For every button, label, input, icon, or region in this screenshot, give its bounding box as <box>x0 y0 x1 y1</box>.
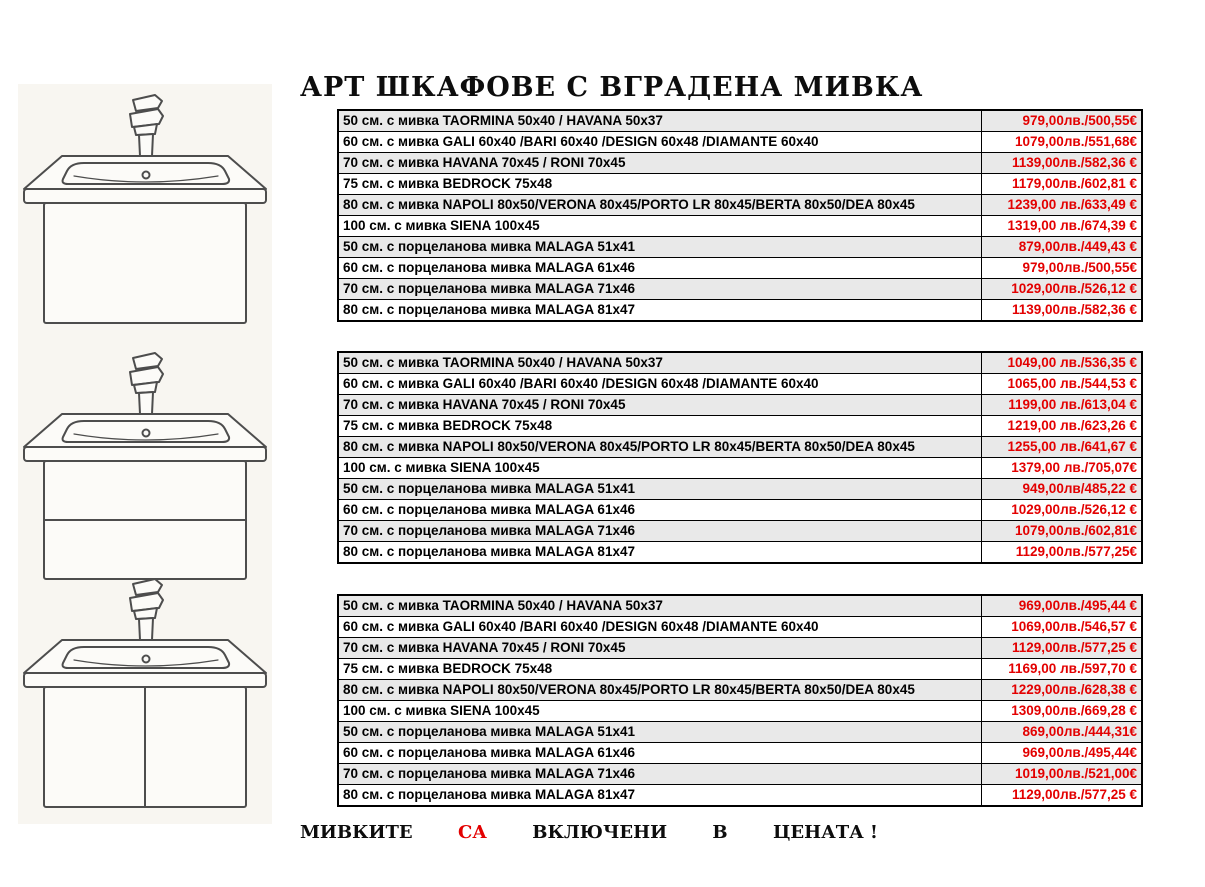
product-label: 50 см. с порцеланова мивка MALAGA 51x41 <box>338 722 982 743</box>
price-value: 1239,00 лв./633,49 € <box>982 195 1143 216</box>
price-value: 1139,00лв./582,36 € <box>982 300 1143 322</box>
table-row <box>338 595 1142 617</box>
price-value: 1129,00лв./577,25€ <box>982 542 1143 564</box>
table-row <box>338 722 1142 743</box>
vanity-two-drawers-icon <box>20 350 270 590</box>
product-label: 70 см. с порцеланова мивка MALAGA 71x46 <box>338 764 982 785</box>
table-row <box>338 785 1142 807</box>
table-row <box>338 132 1142 153</box>
product-label: 60 см. с мивка GALI 60x40 /BARI 60x40 /DESIGN 60x48 /DIAMANTE 60x40 <box>338 374 982 395</box>
footer-word: ЦЕНАТА ! <box>772 822 878 843</box>
table-row <box>338 374 1142 395</box>
footer-note <box>300 822 878 843</box>
product-label: 50 см. с мивка TAORMINA 50x40 / HAVANA 50x37 <box>338 595 982 617</box>
table-row <box>338 237 1142 258</box>
price-value: 1169,00 лв./597,70 € <box>982 659 1143 680</box>
table-row <box>338 416 1142 437</box>
product-label: 100 см. с мивка SIENA 100x45 <box>338 216 982 237</box>
table-row <box>338 300 1142 322</box>
price-value: 1049,00 лв./536,35 € <box>982 352 1143 374</box>
price-value: 1129,00лв./577,25 € <box>982 638 1143 659</box>
price-table-1 <box>337 109 1143 322</box>
table-row <box>338 258 1142 279</box>
price-value: 1199,00 лв./613,04 € <box>982 395 1143 416</box>
table-row <box>338 542 1142 564</box>
table-row <box>338 437 1142 458</box>
vanity-single-drawer-icon <box>20 92 270 332</box>
product-label: 80 см. с порцеланова мивка MALAGA 81x47 <box>338 300 982 322</box>
price-value: 1129,00лв./577,25 € <box>982 785 1143 807</box>
price-value: 1319,00 лв./674,39 € <box>982 216 1143 237</box>
table-row <box>338 680 1142 701</box>
price-table-2 <box>337 351 1143 564</box>
product-label: 50 см. с порцеланова мивка MALAGA 51x41 <box>338 479 982 500</box>
footer-word: В <box>712 822 728 843</box>
vanity-two-doors-icon <box>20 576 270 816</box>
price-value: 969,00лв./495,44€ <box>982 743 1143 764</box>
price-value: 1029,00лв./526,12 € <box>982 500 1143 521</box>
price-value: 979,00лв./500,55€ <box>982 258 1143 279</box>
product-label: 50 см. с мивка TAORMINA 50x40 / HAVANA 50x37 <box>338 352 982 374</box>
page-title: АРТ ШКАФОВЕ С ВГРАДЕНА МИВКА <box>300 72 924 103</box>
table-row <box>338 110 1142 132</box>
table-row <box>338 216 1142 237</box>
price-value: 969,00лв./495,44 € <box>982 595 1143 617</box>
price-value: 1179,00лв./602,81 € <box>982 174 1143 195</box>
product-label: 70 см. с порцеланова мивка MALAGA 71x46 <box>338 279 982 300</box>
product-label: 60 см. с порцеланова мивка MALAGA 61x46 <box>338 258 982 279</box>
table-row <box>338 659 1142 680</box>
table-row <box>338 395 1142 416</box>
price-value: 1229,00лв./628,38 € <box>982 680 1143 701</box>
footer-word: СА <box>457 822 487 843</box>
product-label: 60 см. с порцеланова мивка MALAGA 61x46 <box>338 500 982 521</box>
product-label: 60 см. с мивка GALI 60x40 /BARI 60x40 /DESIGN 60x48 /DIAMANTE 60x40 <box>338 132 982 153</box>
product-label: 100 см. с мивка SIENA 100x45 <box>338 701 982 722</box>
price-table-3 <box>337 594 1143 807</box>
product-label: 70 см. с мивка HAVANA 70x45 / RONI 70x45 <box>338 638 982 659</box>
table-row <box>338 352 1142 374</box>
table-row <box>338 458 1142 479</box>
price-value: 1139,00лв./582,36 € <box>982 153 1143 174</box>
product-label: 80 см. с порцеланова мивка MALAGA 81x47 <box>338 542 982 564</box>
price-value: 1029,00лв./526,12 € <box>982 279 1143 300</box>
footer-word: МИВКИТЕ <box>300 822 413 843</box>
table-row <box>338 500 1142 521</box>
product-label: 70 см. с мивка HAVANA 70x45 / RONI 70x45 <box>338 395 982 416</box>
product-label: 75 см. с мивка BEDROCK 75x48 <box>338 174 982 195</box>
table-row <box>338 174 1142 195</box>
table-row <box>338 521 1142 542</box>
table-row <box>338 279 1142 300</box>
table-row <box>338 153 1142 174</box>
price-value: 1079,00лв./551,68€ <box>982 132 1143 153</box>
product-label: 70 см. с мивка HAVANA 70x45 / RONI 70x45 <box>338 153 982 174</box>
product-label: 80 см. с порцеланова мивка MALAGA 81x47 <box>338 785 982 807</box>
price-value: 1379,00 лв./705,07€ <box>982 458 1143 479</box>
price-value: 949,00лв/485,22 € <box>982 479 1143 500</box>
table-row <box>338 638 1142 659</box>
product-label: 70 см. с порцеланова мивка MALAGA 71x46 <box>338 521 982 542</box>
product-label: 75 см. с мивка BEDROCK 75x48 <box>338 659 982 680</box>
product-label: 80 см. с мивка NAPOLI 80x50/VERONA 80x45/PORTO LR 80x45/BERTA 80x50/DEA 80x45 <box>338 437 982 458</box>
price-value: 1079,00лв./602,81€ <box>982 521 1143 542</box>
table-row <box>338 479 1142 500</box>
table-row <box>338 195 1142 216</box>
table-row <box>338 617 1142 638</box>
product-label: 75 см. с мивка BEDROCK 75x48 <box>338 416 982 437</box>
price-value: 979,00лв./500,55€ <box>982 110 1143 132</box>
table-row <box>338 743 1142 764</box>
product-label: 50 см. с порцеланова мивка MALAGA 51x41 <box>338 237 982 258</box>
price-value: 1309,00лв./669,28 € <box>982 701 1143 722</box>
product-label: 80 см. с мивка NAPOLI 80x50/VERONA 80x45/PORTO LR 80x45/BERTA 80x50/DEA 80x45 <box>338 680 982 701</box>
price-value: 1069,00лв./546,57 € <box>982 617 1143 638</box>
price-value: 1219,00 лв./623,26 € <box>982 416 1143 437</box>
product-label: 60 см. с порцеланова мивка MALAGA 61x46 <box>338 743 982 764</box>
table-row <box>338 701 1142 722</box>
price-value: 1255,00 лв./641,67 € <box>982 437 1143 458</box>
vanity-drawings-panel <box>18 84 272 824</box>
product-label: 60 см. с мивка GALI 60x40 /BARI 60x40 /DESIGN 60x48 /DIAMANTE 60x40 <box>338 617 982 638</box>
product-label: 100 см. с мивка SIENA 100x45 <box>338 458 982 479</box>
price-value: 1065,00 лв./544,53 € <box>982 374 1143 395</box>
price-value: 869,00лв./444,31€ <box>982 722 1143 743</box>
price-value: 879,00лв./449,43 € <box>982 237 1143 258</box>
footer-word: ВКЛЮЧЕНИ <box>532 822 668 843</box>
product-label: 80 см. с мивка NAPOLI 80x50/VERONA 80x45/PORTO LR 80x45/BERTA 80x50/DEA 80x45 <box>338 195 982 216</box>
price-value: 1019,00лв./521,00€ <box>982 764 1143 785</box>
table-row <box>338 764 1142 785</box>
product-label: 50 см. с мивка TAORMINA 50x40 / HAVANA 50x37 <box>338 110 982 132</box>
